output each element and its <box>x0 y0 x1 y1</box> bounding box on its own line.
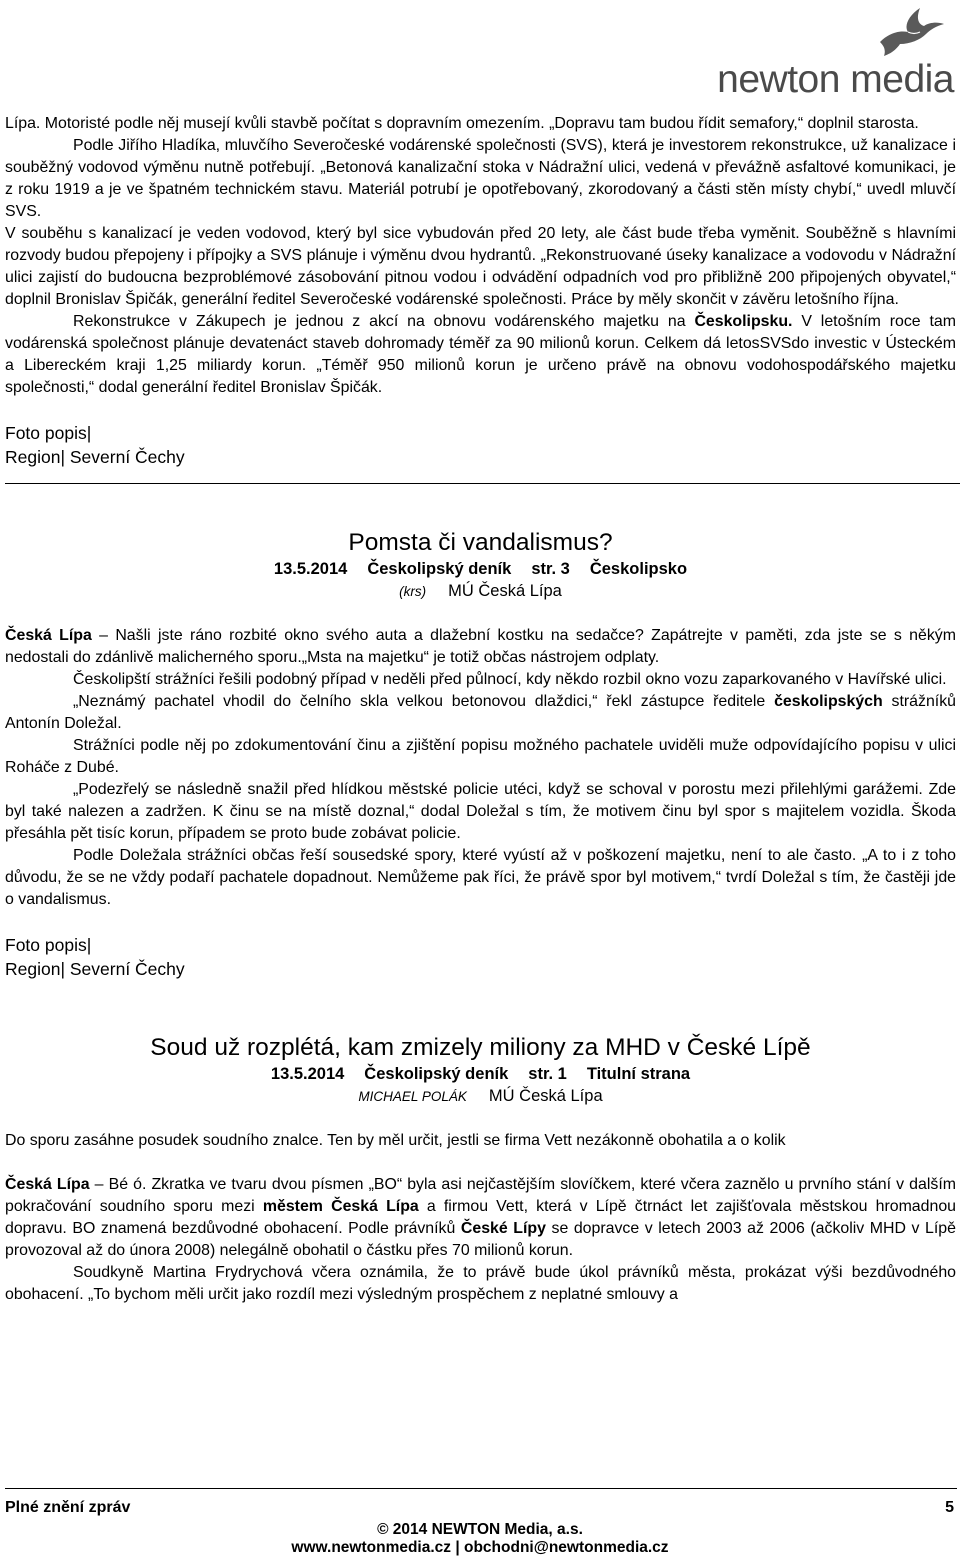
article-author: (krs) <box>399 584 427 599</box>
article-byline <box>5 1085 956 1108</box>
article-source: Českolipský deník <box>367 560 512 578</box>
article-title: Soud už rozplétá, kam zmizely miliony za MHD v České Lípě <box>150 1034 811 1061</box>
paragraph: „Podezřelý se následně snažil před hlídkou městské policie utéci, když se schoval v porostu mezi přilehlými garážemi. Zde byl také nalezen a zadržen. K činu se na místě doznal,“ dodal Doležal s tím, že motivem činu byl spor s majitelem vozidla. Škoda přesáhla pět tisíc korun, případem se proto bude zobávat policie. <box>5 781 956 842</box>
paragraph: Česká Lípa – Našli jste ráno rozbité okno svého auta a dlažební kostku na sedačce? Zapátrejte v paměti, zda jste se s někým nedostali do zdánlivě malicherného sporu.„Msta na majetku“ je totiž občas nástrojem odplaty. <box>5 627 956 666</box>
photo-caption-label: Foto popis| <box>5 935 92 955</box>
article-section: Titulní strana <box>586 1065 691 1083</box>
logo-text: newton media <box>717 58 954 101</box>
paragraph: Podle Doležala strážníci občas řeší sousedské spory, které vyústí až v poškození majetku, není to ale často. „A to i z toho důvodu, že se ne vždy podaří pachatele dopadnout. Nemůžeme pak říci, že právě spor byl motivem,“ tvrdí Doležal s tím, že častěji jde o vandalismus. <box>5 847 956 908</box>
footer-contact: www.newtonmedia.cz | obchodni@newtonmedia.cz <box>291 1539 669 1556</box>
paragraph: „Neznámý pachatel vhodil do čelního skla velkou betonovou dlaždici,“ řekl zástupce ředitele českolipských strážníků Antonín Doležal. <box>5 693 956 732</box>
article-page: str. 1 <box>528 1065 567 1083</box>
article-page: str. 3 <box>531 560 570 578</box>
article-location: MÚ Česká Lípa <box>488 1087 603 1105</box>
region-label: Region| Severní Čechy <box>5 959 185 979</box>
article-date: 13.5.2014 <box>270 1065 345 1083</box>
paragraph: Lípa. Motoristé podle něj musejí kvůli stavbě počítat s dopravním omezením. „Dopravu tam budou řídit semafory,“ doplnil starosta. <box>5 115 919 132</box>
footer-title: Plné znění zpráv <box>5 1499 131 1516</box>
document-content <box>5 113 956 1306</box>
article-title: Pomsta či vandalismus? <box>348 529 613 556</box>
paragraph: V souběhu s kanalizací je veden vodovod, který byl sice vybudován před 20 lety, ale část bude třeba vyměnit. Souběžně s hlavními rozvody budou přepojeny i přípojky a SVS plánuje i výměnu dvou hydrantů. „Rekonstruované úseky kanalizace a vodovodu v Nádražní ulici zajistí do budoucna bezproblémové zásobování pitnou vodou i odvádění odpadních vod pro přibližně 200 připojených obyvatel,“ doplnil Bronislav Špičák, generální ředitel Severočeské vodárenské společnosti. Práce by měly skončit v závěru letošního října. <box>5 225 956 308</box>
paragraph: Českolipští strážníci řešili podobný případ v neděli před půlnocí, kdy někdo rozbil okno vozu zaparkovaného v Havířské ulici. <box>73 671 947 688</box>
article-dateline <box>5 1063 956 1085</box>
article-byline <box>5 580 956 603</box>
paragraph: Strážníci podle něj po zdokumentování činu a zjištění popisu možného pachatele uviděli muže odpovídajícího popisu v ulici Roháče z Dubé. <box>5 737 956 776</box>
article-location: MÚ Česká Lípa <box>448 582 562 600</box>
paragraph: Česká Lípa – Bé ó. Zkratka ve tvaru dvou písmen „BO“ byla asi nejčastějším slovíčkem, které včera zaznělo u prvního stání v dalším pokračování soudního sporu mezi městem Česká Lípa a firmou Vett, která v Lípě čtrnáct let zajišťovala městskou hromadnou dopravu. BO znamená bezdůvodné obohacení. Podle právníků České Lípy se dopravce v letech 2003 až 2006 (ačkoliv MHD v Lípě provozoval až do února 2008) nelegálně obohatil o částku přes 70 milionů korun. <box>5 1176 956 1259</box>
paragraph: Soudkyně Martina Frydrychová včera oznámila, že to právě bude úkol právníků města, prokázat výši bezdůvodného obohacení. „To bychom měli určit jako rozdíl mezi výsledným prospěchem z neplatné smlouvy a <box>5 1264 956 1303</box>
region-label: Region| Severní Čechy <box>5 447 185 467</box>
hummingbird-icon <box>828 4 948 64</box>
paragraph: Podle Jiřího Hladíka, mluvčího Severočeské vodárenské společnosti (SVS), která je investorem rekonstrukce, už kanalizace i souběžný vodovod výměnu nutně potřebují. „Betonová kanalizační stoka v Nádražní ulici, vedená v převážně asfaltové komunikaci, je z roku 1919 a je ve špatném technickém stavu. Materiál potrubí je opotřebovaný, zkorodovaný a části stěn místy chybí,“ uvedl mluvčí SVS. <box>5 137 956 220</box>
article-dateline <box>5 558 956 580</box>
paragraph: Rekonstrukce v Zákupech je jednou z akcí na obnovu vodárenského majetku na Českolipsku. V letošním roce tam vodárenská společnost plánuje devatenáct staveb dohromady téměř za 90 milionů korun. Celkem dá letosSVSdo investic v Ústeckém a Libereckém kraji 1,25 miliardy korun. „Téměř 950 milionů korun je určeno právě na obnovu vodohospodářského majetku společnosti,“ dodal generální ředitel Bronislav Špičák. <box>5 313 956 396</box>
article-date: 13.5.2014 <box>273 560 348 578</box>
newton-media-logo <box>717 4 956 101</box>
footer-copyright: © 2014 NEWTON Media, a.s. <box>377 1521 583 1538</box>
page-footer <box>0 1488 960 1556</box>
page-number: 5 <box>945 1499 954 1516</box>
article-source: Českolipský deník <box>364 1065 509 1083</box>
article-author: MICHAEL POLÁK <box>358 1089 467 1104</box>
article-section: Českolipsko <box>589 560 688 578</box>
footer-divider <box>5 1488 957 1489</box>
photo-caption-label: Foto popis| <box>5 423 92 443</box>
article-summary: Do sporu zasáhne posudek soudního znalce. Ten by měl určit, jestli se firma Vett nezákonně obohatila a o kolik <box>5 1132 786 1149</box>
